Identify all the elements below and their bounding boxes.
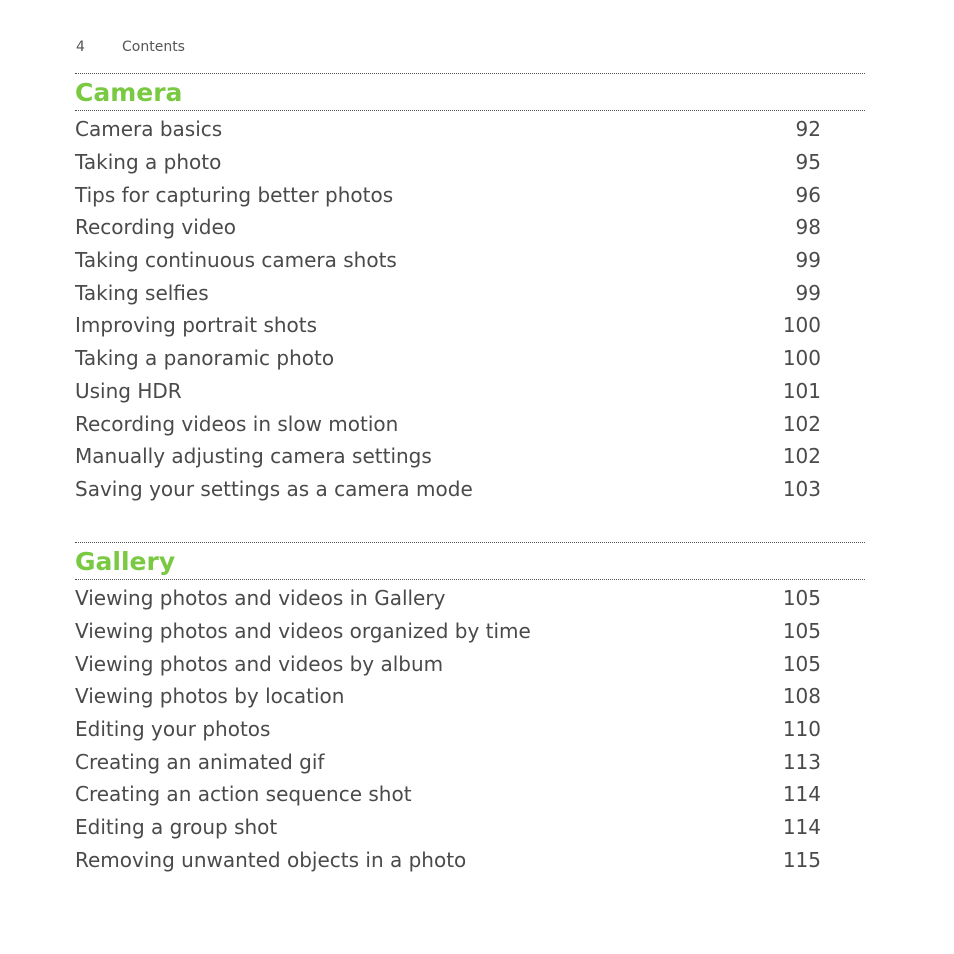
toc-entry-title[interactable]: Manually adjusting camera settings xyxy=(75,444,432,469)
toc-entry-page[interactable]: 103 xyxy=(782,476,821,501)
dotted-rule xyxy=(75,579,865,580)
toc-list xyxy=(75,582,821,876)
toc-entry-title[interactable]: Removing unwanted objects in a photo xyxy=(75,847,467,872)
toc-entry-title[interactable]: Recording videos in slow motion xyxy=(75,411,399,436)
toc-entry-title[interactable]: Viewing photos and videos by album xyxy=(75,651,444,676)
toc-entry-title[interactable]: Editing your photos xyxy=(75,717,271,742)
toc-entry[interactable] xyxy=(75,309,821,342)
toc-section-gallery xyxy=(75,542,865,876)
toc-entry[interactable] xyxy=(75,778,821,811)
toc-entry-page[interactable]: 105 xyxy=(782,619,821,644)
toc-entry[interactable] xyxy=(75,680,821,713)
toc-entry-page[interactable]: 114 xyxy=(782,782,821,807)
toc-entry-page[interactable]: 100 xyxy=(782,346,821,371)
toc-entry-page[interactable]: 102 xyxy=(782,444,821,469)
toc-entry[interactable] xyxy=(75,178,821,211)
toc-entry[interactable] xyxy=(75,244,821,277)
toc-entry[interactable] xyxy=(75,440,821,473)
section-title: Camera xyxy=(75,78,183,107)
toc-entry-page[interactable]: 114 xyxy=(782,815,821,840)
page-number: 4 xyxy=(76,39,85,55)
toc-entry-title[interactable]: Using HDR xyxy=(75,378,182,403)
toc-entry-title[interactable]: Tips for capturing better photos xyxy=(75,182,394,207)
toc-entry-page[interactable]: 105 xyxy=(782,651,821,676)
toc-entry[interactable] xyxy=(75,375,821,408)
toc-entry-page[interactable]: 101 xyxy=(782,378,821,403)
toc-entry-title[interactable]: Saving your settings as a camera mode xyxy=(75,476,473,501)
toc-entry-title[interactable]: Taking a panoramic photo xyxy=(75,346,335,371)
toc-entry-page[interactable]: 110 xyxy=(782,717,821,742)
toc-entry[interactable] xyxy=(75,276,821,309)
toc-entry[interactable] xyxy=(75,844,821,877)
toc-entry-title[interactable]: Viewing photos and videos organized by time xyxy=(75,619,531,644)
toc-entry-title[interactable]: Viewing photos and videos in Gallery xyxy=(75,586,446,611)
toc-entry-title[interactable]: Taking selfies xyxy=(75,280,209,305)
toc-entry[interactable] xyxy=(75,615,821,648)
toc-entry-title[interactable]: Viewing photos by location xyxy=(75,684,345,709)
toc-entry[interactable] xyxy=(75,582,821,615)
toc-entry[interactable] xyxy=(75,211,821,244)
running-header-label: Contents xyxy=(122,39,185,55)
toc-section-camera xyxy=(75,73,865,505)
toc-entry-page[interactable]: 113 xyxy=(782,749,821,774)
toc-entry-page[interactable]: 99 xyxy=(795,248,821,273)
toc-entry-title[interactable]: Taking continuous camera shots xyxy=(75,248,397,273)
toc-entry-page[interactable]: 102 xyxy=(782,411,821,436)
toc-entry-page[interactable]: 108 xyxy=(782,684,821,709)
toc-entry-title[interactable]: Editing a group shot xyxy=(75,815,278,840)
toc-entry-page[interactable]: 100 xyxy=(782,313,821,338)
toc-entry[interactable] xyxy=(75,342,821,375)
toc-entry-page[interactable]: 115 xyxy=(782,847,821,872)
toc-entry-page[interactable]: 105 xyxy=(782,586,821,611)
toc-entry-page[interactable]: 99 xyxy=(795,280,821,305)
page-header xyxy=(76,39,185,55)
toc-entry-title[interactable]: Taking a photo xyxy=(75,150,222,175)
toc-entry[interactable] xyxy=(75,407,821,440)
toc-entry-page[interactable]: 95 xyxy=(795,150,821,175)
section-title: Gallery xyxy=(75,547,176,576)
toc-entry-title[interactable]: Creating an animated gif xyxy=(75,749,325,774)
toc-entry[interactable] xyxy=(75,113,821,146)
toc-entry-title[interactable]: Camera basics xyxy=(75,117,223,142)
dotted-rule xyxy=(75,110,865,111)
toc-entry-title[interactable]: Recording video xyxy=(75,215,237,240)
toc-entry[interactable] xyxy=(75,745,821,778)
toc-entry[interactable] xyxy=(75,473,821,506)
toc-entry-page[interactable]: 98 xyxy=(795,215,821,240)
toc-entry[interactable] xyxy=(75,647,821,680)
toc-entry-page[interactable]: 92 xyxy=(795,117,821,142)
toc-entry[interactable] xyxy=(75,713,821,746)
toc-entry[interactable] xyxy=(75,811,821,844)
toc-entry[interactable] xyxy=(75,146,821,179)
toc-entry-page[interactable]: 96 xyxy=(795,182,821,207)
toc-entry-title[interactable]: Improving portrait shots xyxy=(75,313,318,338)
toc-list xyxy=(75,113,821,505)
toc-entry-title[interactable]: Creating an action sequence shot xyxy=(75,782,412,807)
